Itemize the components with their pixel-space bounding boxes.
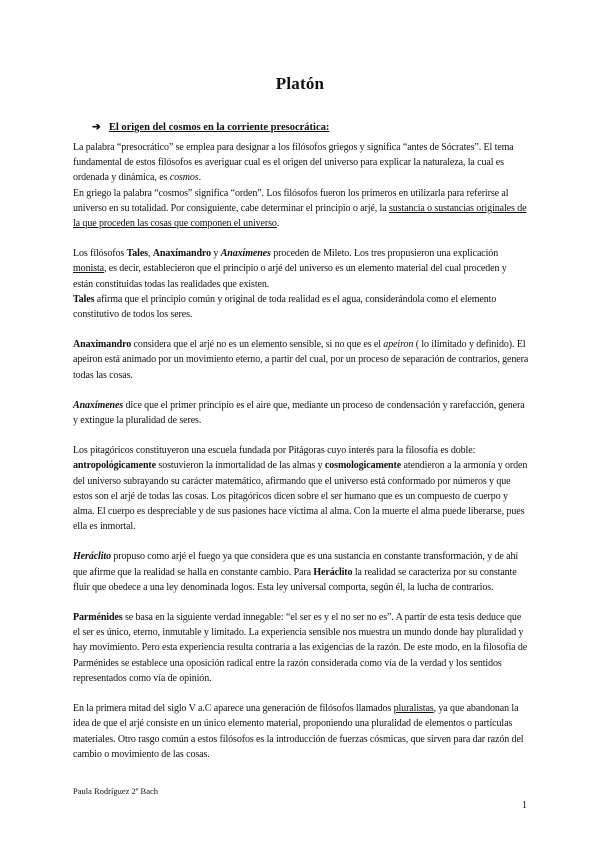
- paragraph-anaximenes: [73, 398, 529, 428]
- name-heraclito: Heráclito: [73, 551, 111, 563]
- underlined-pluralistas: pluralistas: [393, 703, 434, 715]
- name-heraclito: Heráclito: [313, 566, 353, 578]
- text-run: ,: [147, 248, 153, 260]
- section-heading: [92, 121, 329, 133]
- paragraph-milesians: [73, 246, 529, 322]
- text-run: .: [198, 172, 201, 184]
- paragraph-pluralists: [73, 701, 529, 762]
- text-run: Los pitagóricos constituyeron una escuela fundada por Pitágoras cuyo interés para la filosofía es doble:: [73, 445, 476, 457]
- underlined-monista: monista: [73, 263, 104, 275]
- page-number: 1: [522, 800, 527, 811]
- name-anaximenes: Anaxímenes: [220, 248, 271, 260]
- underlined-definition: sustancia o sustancias originales de la que proceden las cosas que componen el universo: [73, 202, 527, 230]
- text-run: dice que el primer principio es el aire que, mediante un proceso de condensación y rarefacción, genera y extingue la pluralidad de seres.: [73, 399, 525, 427]
- arrow-bullet-icon: ➔: [92, 122, 101, 133]
- name-anaximandro: Anaxímandro: [152, 248, 211, 260]
- name-anaximandro: Anaximandro: [73, 339, 132, 351]
- name-parmenides: Parménides: [73, 612, 123, 624]
- footer-author: Paula Rodríguez 2º Bach: [73, 786, 159, 796]
- text-run: afirma que el principio común y original de toda realidad es el agua, considerándola como el elemento constitutivo de todos los seres.: [73, 293, 497, 321]
- term-antropologicamente: antropológicamente: [73, 460, 157, 472]
- section-heading-text: El origen del cosmos en la corriente presocrática:: [108, 122, 330, 133]
- text-run: En la primera mitad del siglo V a.C aparece una generación de filósofos llamados: [73, 703, 394, 715]
- name-tales: Tales: [126, 248, 148, 260]
- text-run: , es decir, establecieron que el principio o arjé del universo es un elemento material del cual proceden y están constituidas todas las realidades que existen.: [73, 263, 507, 290]
- paragraph-anaximandro: [73, 337, 529, 383]
- term-cosmologicamente: cosmologicamente: [324, 460, 402, 472]
- text-run: la realidad se caracteriza por su constante fluir que obedece a una ley denominada logos. Esta ley universal comporta, según él, la lucha de contrarios.: [73, 566, 517, 593]
- name-tales: Tales: [73, 293, 95, 305]
- text-run: se basa en la siguiente verdad innegable: “el ser es y el no ser no es”. A partir de esta tesis deduce que el ser es único, eterno, inmutable y limitado. La experiencia sensible nos muestra un mundo donde hay pluralidad y hay movimiento. Pero esta experiencia resulta contraria a las exigencias de la razón. De este modo, en la filosofía de Parménides se establece una oposición radical entre la razón considerada como vía de la verdad y los sentidos representados como vía de opinión.: [73, 612, 528, 684]
- text-run: sostuvieron la inmortalidad de las almas y: [156, 460, 325, 472]
- emphasis-cosmos: cosmos: [169, 172, 199, 184]
- text-run: considera que el arjé no es un elemento sensible, si no que es el: [131, 339, 384, 351]
- emphasis-apeiron: apeiron: [383, 339, 414, 351]
- text-run: y: [210, 248, 221, 260]
- text-run: ( lo ilimitado y definido). El apeiron está animado por un movimiento eterno, a partir del cual, por un proceso de separación de contrarios, genera todas las cosas.: [73, 339, 529, 381]
- text-run: La palabra “presocrático” se emplea para designar a los filósofos griegos y significa “antes de Sócrates”. El tema fundamental de estos filósofos es averiguar cual es el origen del universo para explicar la naturaleza, la cual es ordenada y dinámica, es: [73, 142, 514, 184]
- text-run: propuso como arjé el fuego ya que considera que es una sustancia en constante transformación, y de ahí que afirme que la realidad se halla en constante cambio. Para: [73, 551, 519, 578]
- paragraph-pythagoreans: [73, 443, 529, 534]
- paragraph-heraclito: [73, 549, 529, 595]
- text-run: .: [276, 218, 280, 230]
- text-run: Los filósofos: [73, 248, 127, 260]
- paragraph-parmenides: [73, 610, 529, 686]
- name-anaximenes: Anaxímenes: [73, 399, 124, 411]
- document-body: [73, 140, 529, 777]
- text-run: proceden de Mileto. Los tres propusieron una explicación: [270, 248, 499, 260]
- text-run: , ya que abandonan la idea de que el arjé consiste en un único elemento material, proponiendo una pluralidad de elementos o partículas materiales. Otro rasgo común a estos filósofos es la introducción de fuerzas cósmicas, que sirven para dar razón del cambio o movimiento de las cosas.: [73, 703, 524, 760]
- paragraph-presocratic: [73, 140, 529, 231]
- page-title: Platón: [275, 74, 325, 93]
- text-run: atendieron a la armonía y orden del universo subrayando su carácter matemático, afirmando que el universo está conformado por números y que estos son el arjé de todas las cosas. Los pitagóricos dicen sobre el ser humano que es un compuesto de cuerpo y alma. El cuerpo es despreciable y de sus pasiones hace víctima al alma. Con la muerte el alma puede liberarse, pues ella es inmortal.: [73, 460, 528, 533]
- text-run: En griego la palabra “cosmos” significa “orden”. Los filósofos fueron los primeros en utilizarla para referirse al universo en su totalidad. Por consiguiente, cabe determinar el principio o arjé, la: [73, 187, 509, 214]
